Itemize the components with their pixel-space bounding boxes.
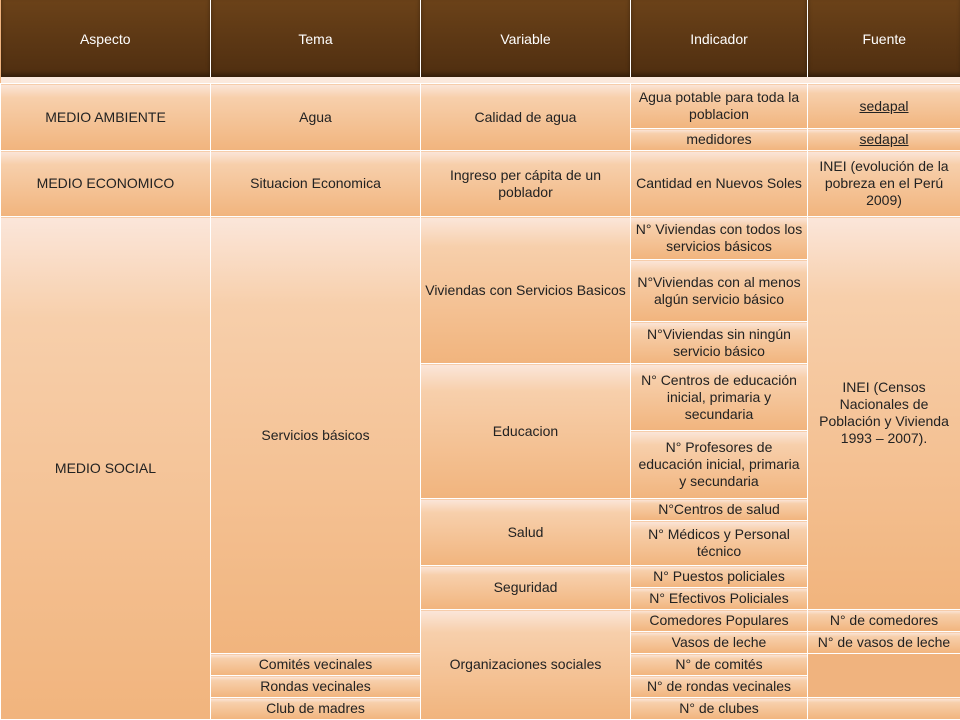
header-row	[1, 0, 960, 77]
indicador-cell: N° Puestos policiales	[631, 566, 808, 588]
tema-cell: Situacion Economica	[211, 151, 421, 217]
indicador-cell: N° de comedores	[808, 610, 960, 632]
indicador-cell: N° de rondas vecinales	[631, 676, 808, 698]
variable-cell: Viviendas con Servicios Basicos	[421, 217, 631, 364]
variable-cell: Educacion	[421, 364, 631, 499]
variable-cell: Salud	[421, 499, 631, 566]
indicador-cell: N° Efectivos Policiales	[631, 588, 808, 610]
header-indicador: Indicador	[631, 0, 808, 77]
indicador-cell: N° Viviendas con todos los servicios básicos	[631, 217, 808, 260]
aspecto-cell: MEDIO AMBIENTE	[1, 84, 211, 151]
indicador-cell: N° Médicos y Personal técnico	[631, 521, 808, 566]
tema-cell: Agua	[211, 84, 421, 151]
header-variable: Variable	[421, 0, 631, 77]
variable-cell: Club de madres	[211, 698, 421, 720]
tema-cell: Organizaciones sociales	[421, 610, 631, 720]
header-fuente: Fuente	[808, 0, 960, 77]
indicador-cell: N° de vasos de leche	[808, 632, 960, 654]
table-row	[1, 217, 960, 260]
fuente-cell: INEI (Censos Nacionales de Población y Vivienda 1993 – 2007).	[808, 217, 960, 610]
indicador-cell: N°Viviendas con al menos algún servicio básico	[631, 260, 808, 322]
indicador-cell: N° de comités	[631, 654, 808, 676]
fuente-link-cell[interactable]	[808, 84, 960, 129]
indicador-cell: N°Viviendas sin ningún servicio básico	[631, 322, 808, 364]
fuente-link[interactable]: sedapal	[859, 131, 909, 147]
aspecto-cell: MEDIO SOCIAL	[1, 217, 211, 720]
indicador-cell: medidores	[631, 129, 808, 151]
indicador-cell: N° de clubes	[631, 698, 808, 720]
indicador-cell: N° Profesores de educación inicial, primaria y secundaria	[631, 431, 808, 499]
variable-cell: Calidad de agua	[421, 84, 631, 151]
variable-cell: Comités vecinales	[211, 654, 421, 676]
variable-cell: Rondas vecinales	[211, 676, 421, 698]
table-row	[1, 84, 960, 129]
variable-cell: Comedores Populares	[631, 610, 808, 632]
tema-cell: Servicios básicos	[211, 217, 421, 654]
fuente-link[interactable]: sedapal	[859, 97, 909, 114]
aspecto-cell: MEDIO ECONOMICO	[1, 151, 211, 217]
header-tema: Tema	[211, 0, 421, 77]
header-aspecto: Aspecto	[1, 0, 211, 77]
fuente-cell: INEI (evolución de la pobreza en el Perú 2009)	[808, 151, 960, 217]
indicador-cell: N°Centros de salud	[631, 499, 808, 521]
variable-cell: Ingreso per cápita de un poblador	[421, 151, 631, 217]
table-row	[1, 151, 960, 217]
variable-cell: Vasos de leche	[631, 632, 808, 654]
indicador-cell: N° Centros de educación inicial, primaria y secundaria	[631, 364, 808, 431]
indicador-cell: Agua potable para toda la poblacion	[631, 84, 808, 129]
indicador-cell: Cantidad en Nuevos Soles	[631, 151, 808, 217]
fuente-link-cell[interactable]	[808, 129, 960, 151]
fuente-cell-empty	[808, 698, 960, 720]
variable-cell: Seguridad	[421, 566, 631, 610]
